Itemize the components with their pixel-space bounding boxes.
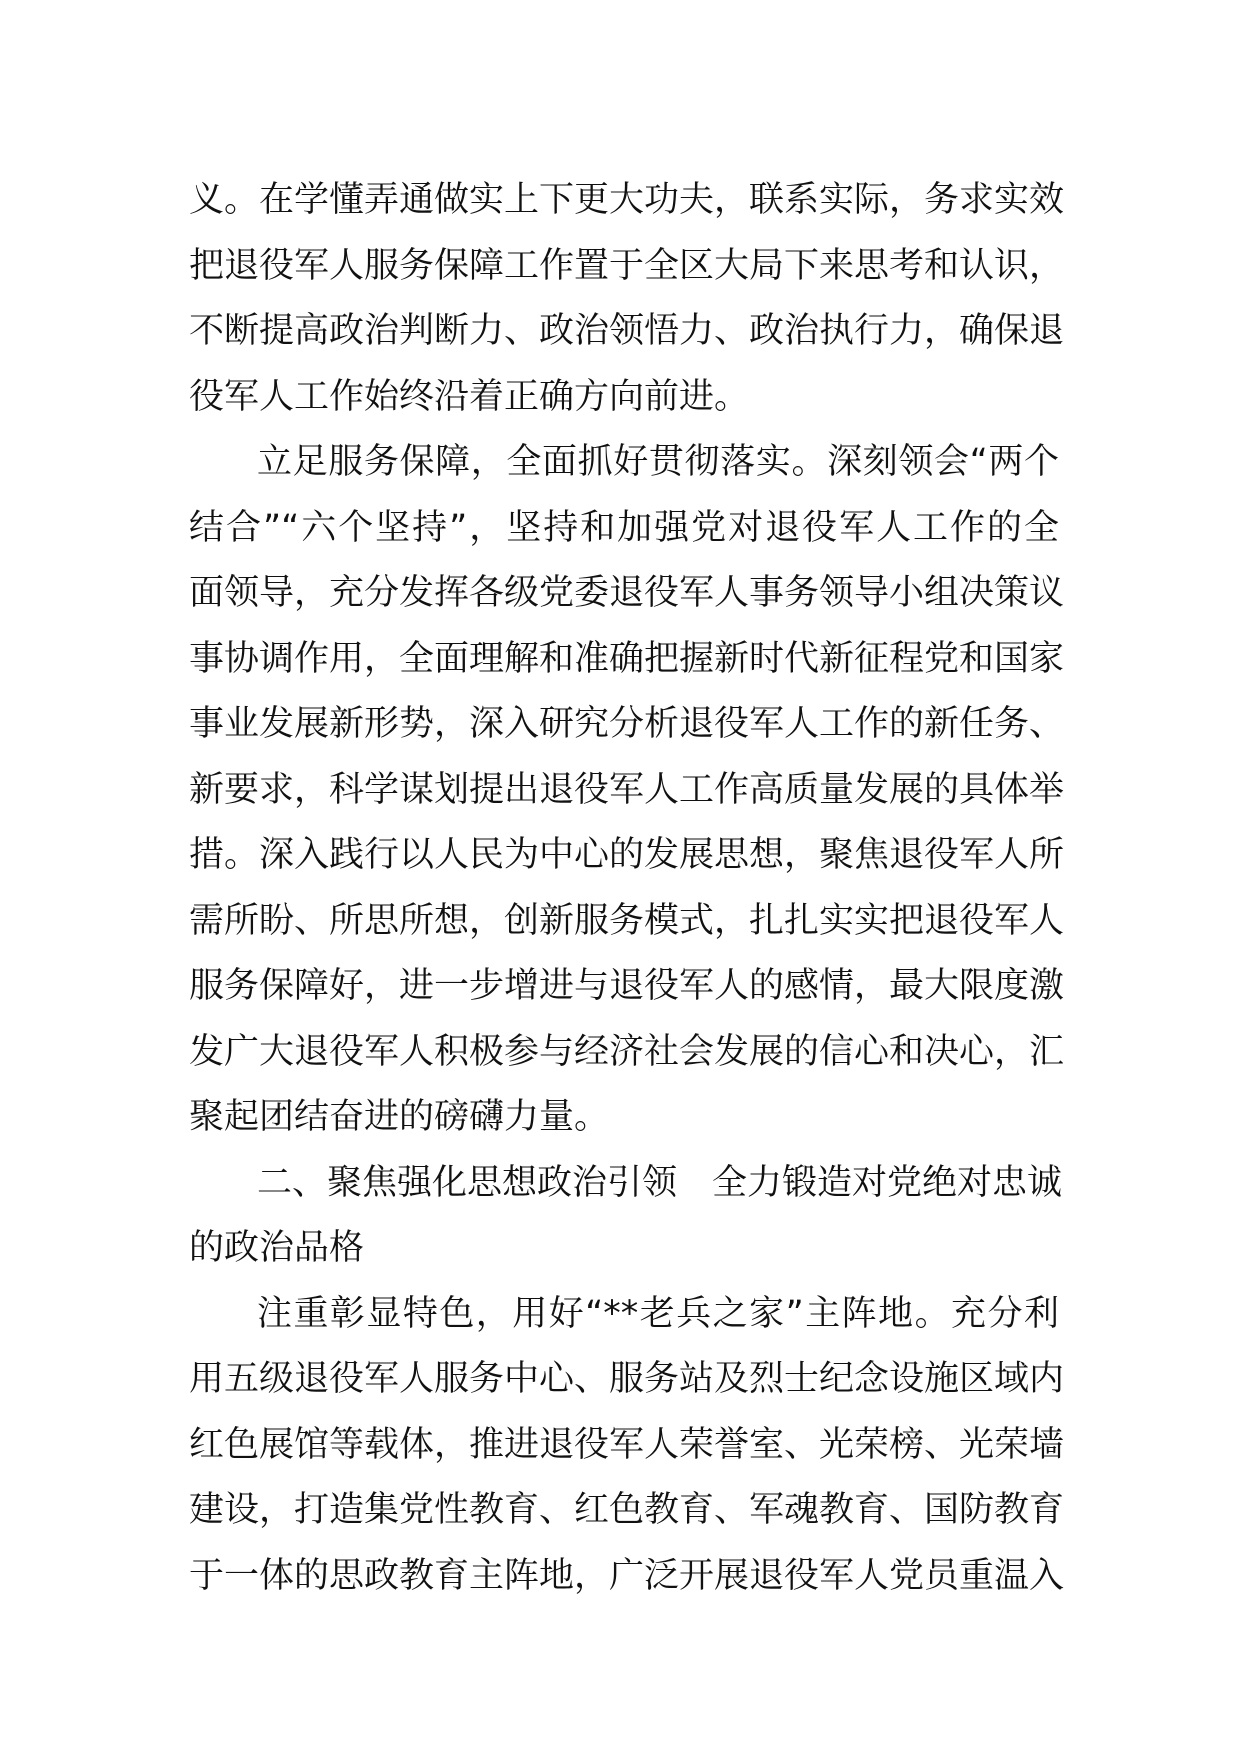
section-heading-continued: 的政治品格 xyxy=(189,1228,365,1268)
section-heading-part-1: 二、聚焦强化思想政治引领 xyxy=(257,1162,678,1203)
text-line: 把退役军人服务保障工作置于全区大局下来思考和认识， xyxy=(189,245,1065,286)
text-line: 面领导，充分发挥各级党委退役军人事务领导小组决策议 xyxy=(189,573,1065,613)
text-line: 役军人工作始终沿着正确方向前进。 xyxy=(189,376,750,417)
text-line: 服务保障好，进一步增进与退役军人的感情，最大限度激 xyxy=(189,966,1065,1006)
paragraph-first-line: 注重彰显特色，用好“**老兵之家”主阵地。充分利 xyxy=(257,1293,1059,1334)
section-heading-part-2: 全力锻造对党绝对忠诚 xyxy=(712,1162,1063,1203)
text-line: 红色展馆等载体，推进退役军人荣誉室、光荣榜、光荣墙 xyxy=(189,1424,1065,1465)
text-line: 结合”“六个坚持”，坚持和加强党对退役军人工作的全 xyxy=(189,507,1059,548)
text-line: 用五级退役军人服务中心、服务站及烈士纪念设施区域内 xyxy=(189,1359,1065,1399)
text-line: 事业发展新形势，深入研究分析退役军人工作的新任务、 xyxy=(189,704,1065,744)
paragraph-first-line: 立足服务保障，全面抓好贯彻落实。深刻领会“两个 xyxy=(257,442,1059,482)
text-line: 不断提高政治判断力、政治领悟力、政治执行力，确保退 xyxy=(189,311,1065,351)
section-heading xyxy=(189,1151,1063,1217)
text-line: 义。在学懂弄通做实上下更大功夫，联系实际，务求实效 xyxy=(189,180,1065,220)
text-line: 发广大退役军人积极参与经济社会发展的信心和决心，汇 xyxy=(189,1031,1065,1072)
text-line: 聚起团结奋进的磅礴力量。 xyxy=(189,1097,610,1137)
text-line: 新要求，科学谋划提出退役军人工作高质量发展的具体举 xyxy=(189,769,1065,810)
text-line: 需所盼、所思所想，创新服务模式，扎扎实实把退役军人 xyxy=(189,900,1065,941)
text-line: 于一体的思政教育主阵地，广泛开展退役军人党员重温入 xyxy=(189,1555,1065,1596)
text-line: 措。深入践行以人民为中心的发展思想，聚焦退役军人所 xyxy=(189,835,1065,875)
text-line: 事协调作用，全面理解和准确把握新时代新征程党和国家 xyxy=(189,638,1065,679)
text-line: 建设，打造集党性教育、红色教育、军魂教育、国防教育 xyxy=(189,1490,1065,1530)
body-text xyxy=(189,168,1065,1609)
